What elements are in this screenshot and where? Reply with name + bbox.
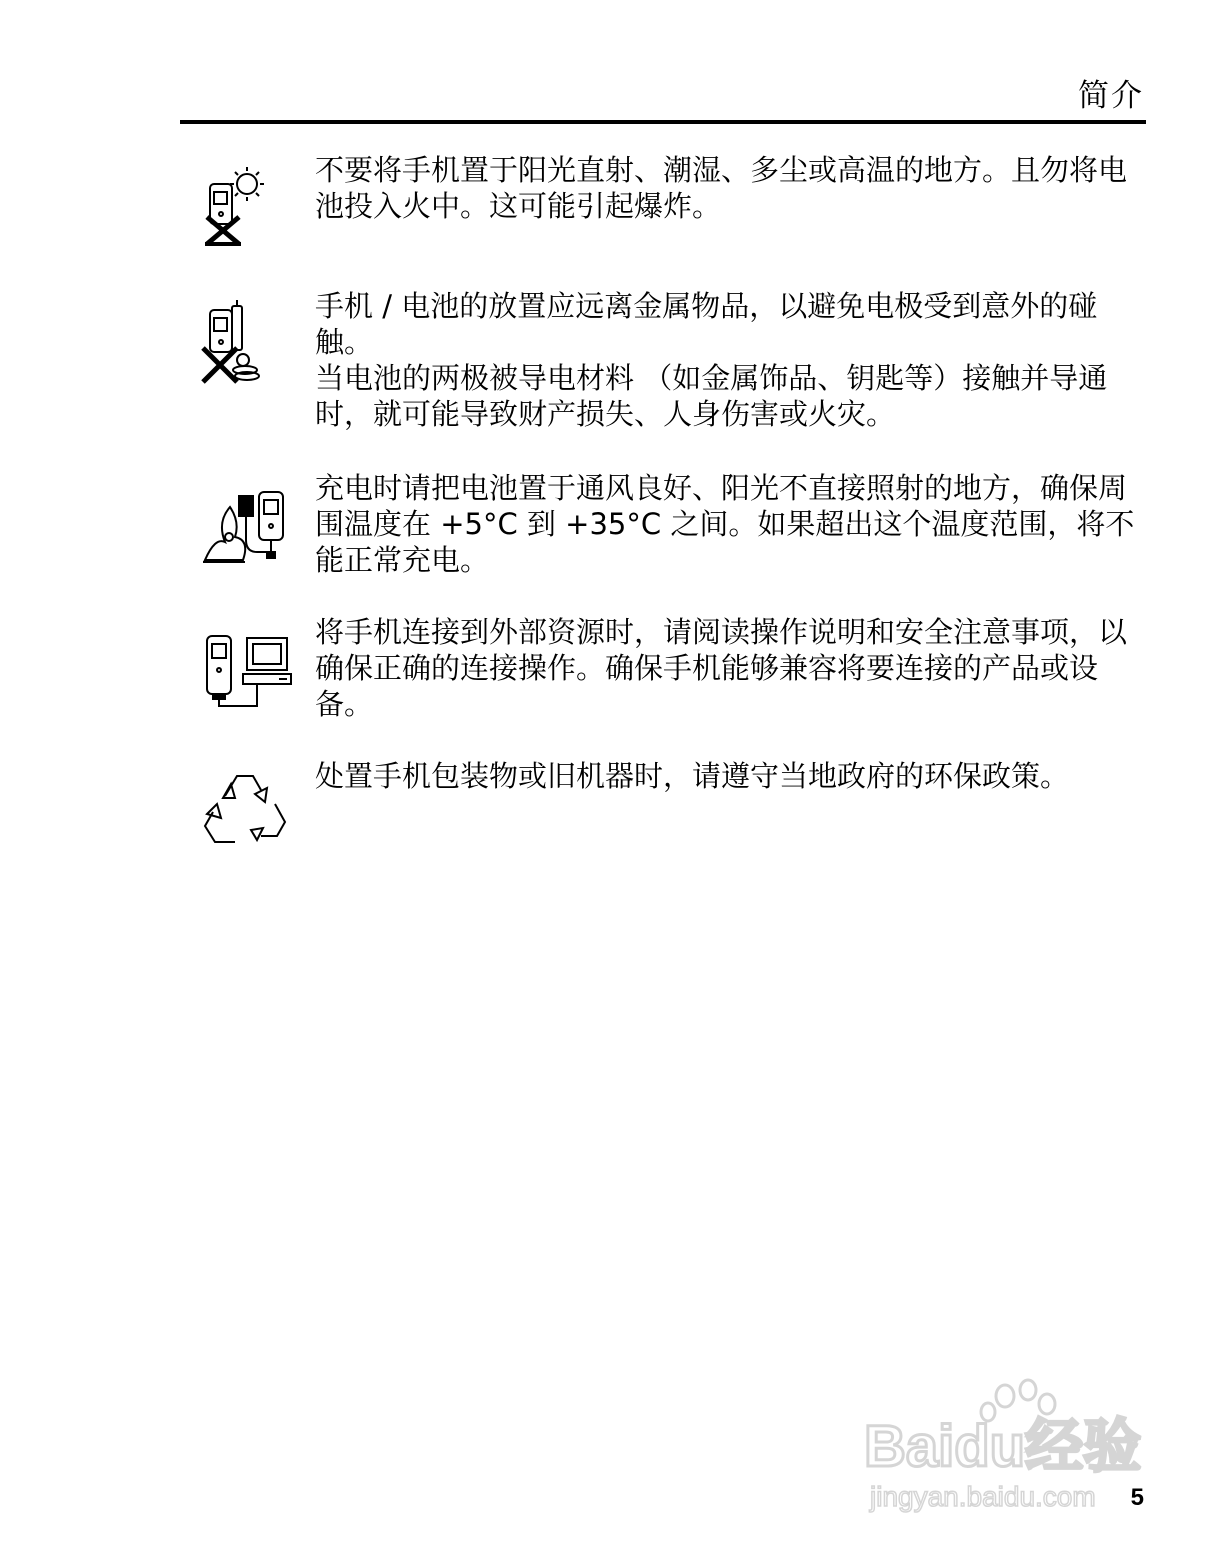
charging-fan-phone-icon (195, 482, 295, 572)
page-number: 5 (1130, 1484, 1144, 1511)
watermark-url: jingyan.baidu.com (870, 1481, 1096, 1512)
safety-text (315, 288, 1135, 432)
baidu-jingyan-watermark (862, 1378, 1152, 1518)
header-divider (180, 120, 1146, 124)
paragraph: 当电池的两极被导电材料 （如金属饰品、钥匙等）接触并导通时，就可能导致财产损失、人身伤害或火灾。 (315, 361, 1108, 431)
page-section-title: 简介 (1078, 78, 1144, 114)
paragraph: 手机 / 电池的放置应远离金属物品，以避免电极受到意外的碰触。 (315, 289, 1098, 359)
recycle-icon (195, 766, 295, 856)
sun-heat-phone-crossed-icon (195, 162, 295, 252)
safety-text (315, 152, 1135, 224)
safety-text (315, 614, 1135, 722)
phone-computer-connection-icon (195, 624, 295, 714)
paragraph: 处置手机包装物或旧机器时，请遵守当地政府的环保政策。 (315, 759, 1070, 793)
safety-text (315, 470, 1135, 578)
paragraph: 将手机连接到外部资源时，请阅读操作说明和安全注意事项，以确保正确的连接操作。确保手机能够兼容将要连接的产品或设备。 (315, 615, 1128, 721)
phone-metal-objects-crossed-icon (195, 298, 295, 388)
safety-text (315, 758, 1135, 794)
watermark-brand: Baidu经验 (864, 1414, 1142, 1479)
paragraph: 不要将手机置于阳光直射、潮湿、多尘或高温的地方。且勿将电池投入火中。这可能引起爆炸。 (315, 153, 1128, 223)
paragraph: 充电时请把电池置于通风良好、阳光不直接照射的地方，确保周围温度在 +5°C 到 +35°C 之间。如果超出这个温度范围，将不能正常充电。 (315, 471, 1135, 577)
